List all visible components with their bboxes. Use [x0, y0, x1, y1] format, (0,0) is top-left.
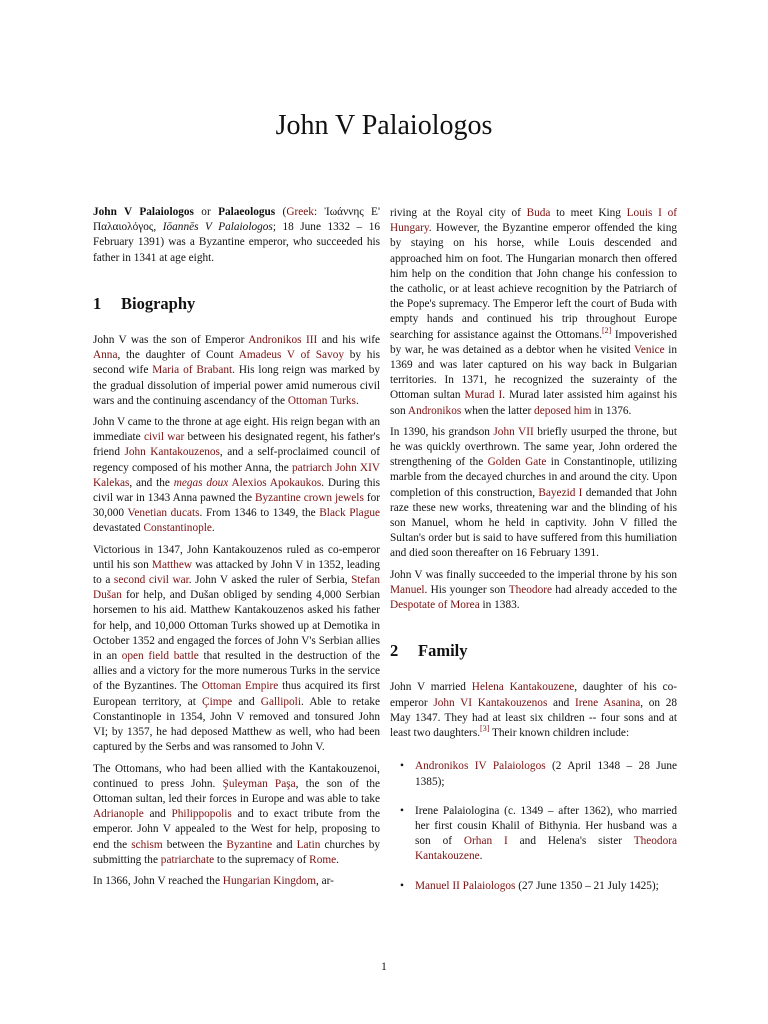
link[interactable]: Şuleyman Paşa: [222, 777, 296, 790]
list-item: • Manuel II Palaiologos (27 June 1350 – 21 July 1425);: [390, 879, 677, 894]
link[interactable]: Amadeus V of Savoy: [238, 349, 345, 362]
link[interactable]: Venice: [633, 343, 665, 356]
link[interactable]: Çimpe: [202, 695, 233, 708]
intro-paragraph: John V Palaiologos or Palaeologus (Greek: Ἰωάννης Ε' Παλαιολόγος, Iōannēs V Palaiologos; 18 June 1332 – 16 February 1391) was a Byzantine emperor, who succeeded his father in 1341 at age eight.: [93, 206, 380, 264]
section-heading-biography: 1 Biography: [93, 293, 196, 313]
link[interactable]: Hungarian Kingdom: [222, 874, 316, 887]
paragraph: John V was the son of Emperor Andronikos III and his wife Anna, the daughter of Count Amadeus V of Savoy by his second wife Maria of Brabant. His long reign was marked by the gradual dissolution of imperial power amid numerous civil wars and the continuing ascendancy of the Ottoman Turks.: [93, 334, 381, 407]
link[interactable]: John VI Kantakouzenos: [433, 696, 548, 709]
paragraph: John V came to the throne at age eight. His reign began with an immediate civil war between his designated regent, his father's friend John Kantakouzenos, and a self-proclaimed council of regency composed of his mother Anna, the patriarch John XIV Kalekas, and the megas doux Alexios Apokaukos. During this civil war in 1343 Anna pawned the Byzantine crown jewels for 30,000 Venetian ducats. From 1346 to 1349, the Black Plague devastated Constantinople.: [93, 416, 381, 535]
link[interactable]: Theodore: [508, 583, 553, 596]
link[interactable]: open field battle: [121, 650, 199, 663]
link[interactable]: Irene Asanina: [574, 696, 641, 709]
link[interactable]: Philippopolis: [171, 808, 232, 821]
link[interactable]: Constantinople: [143, 522, 212, 535]
link[interactable]: Latin: [296, 838, 321, 851]
link[interactable]: John Kantakouzenos: [124, 446, 220, 459]
subject-alt-name: Palaeologus: [218, 206, 276, 218]
link[interactable]: Andronikos IV Palaiologos: [415, 760, 546, 773]
link[interactable]: Matthew: [151, 558, 193, 571]
link[interactable]: Byzantine: [226, 838, 273, 851]
link[interactable]: Andronikos III: [248, 334, 318, 347]
paragraph-continuation: riving at the Royal city of Buda to meet King Louis I of Hungary. However, the Byzantine emperor offended the king by staying on his horse, while Louis descended and approached him on foot. The Hungarian monarch then offered him help on the condition that John change his confession to the catholic, or at least achieve recognition by the Patriarch of the Pope's supremacy. The Emperor left the court of Buda with empty hands and continued his trip throughout Europe searching for assistance against the Ottomans.[2] Impoverished by war, he was detained as a debtor when he visited Venice in 1369 and was later captured on his way back in Bulgarian territories. In 1371, he recognized the suzerainty of the Ottoman sultan Murad I. Murad later assisted him against his son Andronikos when the latter deposed him in 1376.: [390, 207, 677, 417]
paragraph-continued: In 1366, John V reached the Hungarian Kingdom, ar-: [93, 874, 334, 887]
page-number: 1: [381, 961, 387, 973]
left-column: [93, 205, 380, 889]
link[interactable]: Manuel: [390, 583, 425, 596]
link[interactable]: deposed him: [534, 404, 592, 417]
link[interactable]: civil war: [143, 431, 185, 444]
link[interactable]: Helena Kantakouzene: [471, 681, 575, 694]
subject-name: John V Palaiologos: [93, 206, 194, 218]
link[interactable]: Bayezid I: [538, 486, 583, 499]
list-item: • Irene Palaiologina (c. 1349 – after 1362), who married her first cousin Khalil of Bithynia. Her husband was a son of Orhan I and Helena's sister Theodora Kantakouzene.: [390, 804, 677, 865]
link[interactable]: patriarch John XIV Kalekas: [93, 461, 380, 489]
link[interactable]: megas doux: [173, 476, 229, 489]
link[interactable]: Buda: [526, 207, 551, 219]
link[interactable]: Manuel II Palaiologos: [415, 879, 516, 892]
section-heading-family: 2 Family: [390, 641, 468, 661]
link[interactable]: Stefan Dušan: [93, 574, 380, 602]
reference-link[interactable]: [3]: [480, 724, 490, 734]
link[interactable]: Alexios Apokaukos: [231, 476, 322, 489]
link[interactable]: Andronikos: [407, 404, 462, 417]
link[interactable]: Venetian ducats: [127, 507, 200, 520]
link[interactable]: Rome: [309, 853, 337, 866]
link[interactable]: Byzantine crown jewels: [255, 492, 364, 505]
link-greek[interactable]: Greek: [286, 206, 314, 218]
paragraph: The Ottomans, who had been allied with the Kantakouzenoi, continued to press John. Şuleyman Paşa, the son of the Ottoman sultan, led their forces in Europe and was able to take Adrianople and Philippopolis and to exact tribute from the emperor. John V appealed to the West for help, proposing to end the schism between the Byzantine and Latin churches by submitting the patriarchate to the supremacy of Rome.: [93, 762, 381, 866]
link[interactable]: Theodora Kantakouzene: [415, 835, 677, 863]
link[interactable]: second civil war: [113, 574, 189, 587]
right-column: [390, 206, 677, 894]
paragraph: In 1390, his grandson John VII briefly usurped the throne, but he was quickly overthrown. The same year, John ordered the strengthening of the Golden Gate in Constantinople, utilizing marble from the decayed churches in and around the city. Upon completion of this construction, Bayezid I demanded that John raze these new works, threatening war and the blinding of his son Manuel, whom he held in captivity. John V filled the Sultan's order but is said to have suffered from this humiliation and died soon thereafter on 16 February 1391.: [390, 425, 677, 560]
link[interactable]: patriarchate: [160, 853, 215, 866]
link[interactable]: Maria of Brabant: [152, 364, 233, 377]
link[interactable]: Ottoman Turks: [287, 394, 356, 407]
paragraph: Victorious in 1347, John Kantakouzenos ruled as co-emperor until his son Matthew was attacked by John V in 1352, leading to a second civil war. John V asked the ruler of Serbia, Stefan Dušan for help, and Dušan obliged by sending 4,000 Serbian horsemen to his aid. Matthew Kantakouzenos asked his father for help, and 10,000 Ottoman Turks showed up at Demotika in October 1352 and engaged the forces of John V's Serbian allies in an open field battle that resulted in the destruction of the allies and a victory for the more numerous Turks in the service of the Byzantines. The Ottoman Empire thus acquired its first European territory, at Çimpe and Gallipoli. Able to retake Constantinople in 1354, John V removed and tonsured John VI; by 1357, he had deposed Matthew as well, who had been captured by the Serbs and was ransomed to John V.: [93, 543, 381, 754]
link[interactable]: Gallipoli: [260, 695, 301, 708]
link[interactable]: Black Plague: [319, 507, 380, 520]
link[interactable]: Murad I: [464, 389, 503, 402]
children-list: [390, 759, 677, 893]
paragraph: John V married Helena Kantakouzene, daughter of his co-emperor John VI Kantakouzenos and Irene Asanina, on 28 May 1347. They had at least six children -- four sons and at least two daughters.[3] Their known children include:: [390, 681, 677, 740]
link[interactable]: Orhan I: [463, 835, 508, 848]
link[interactable]: John VII: [493, 425, 534, 438]
link[interactable]: Despotate of Morea: [390, 599, 480, 612]
page-title: John V Palaiologos: [275, 110, 493, 141]
paragraph: John V was finally succeeded to the imperial throne by his son Manuel. His younger son Theodore had already acceded to the Despotate of Morea in 1383.: [390, 568, 677, 612]
link[interactable]: schism: [131, 838, 163, 851]
reference-link[interactable]: [2]: [601, 325, 612, 335]
link[interactable]: Louis I of Hungary: [390, 207, 677, 235]
link[interactable]: Adrianople: [93, 808, 144, 821]
link[interactable]: Golden Gate: [487, 456, 547, 469]
list-item: • Andronikos IV Palaiologos (2 April 1348 – 28 June 1385);: [390, 759, 677, 789]
link[interactable]: Ottoman Empire: [201, 680, 279, 693]
link[interactable]: Anna: [93, 349, 118, 362]
